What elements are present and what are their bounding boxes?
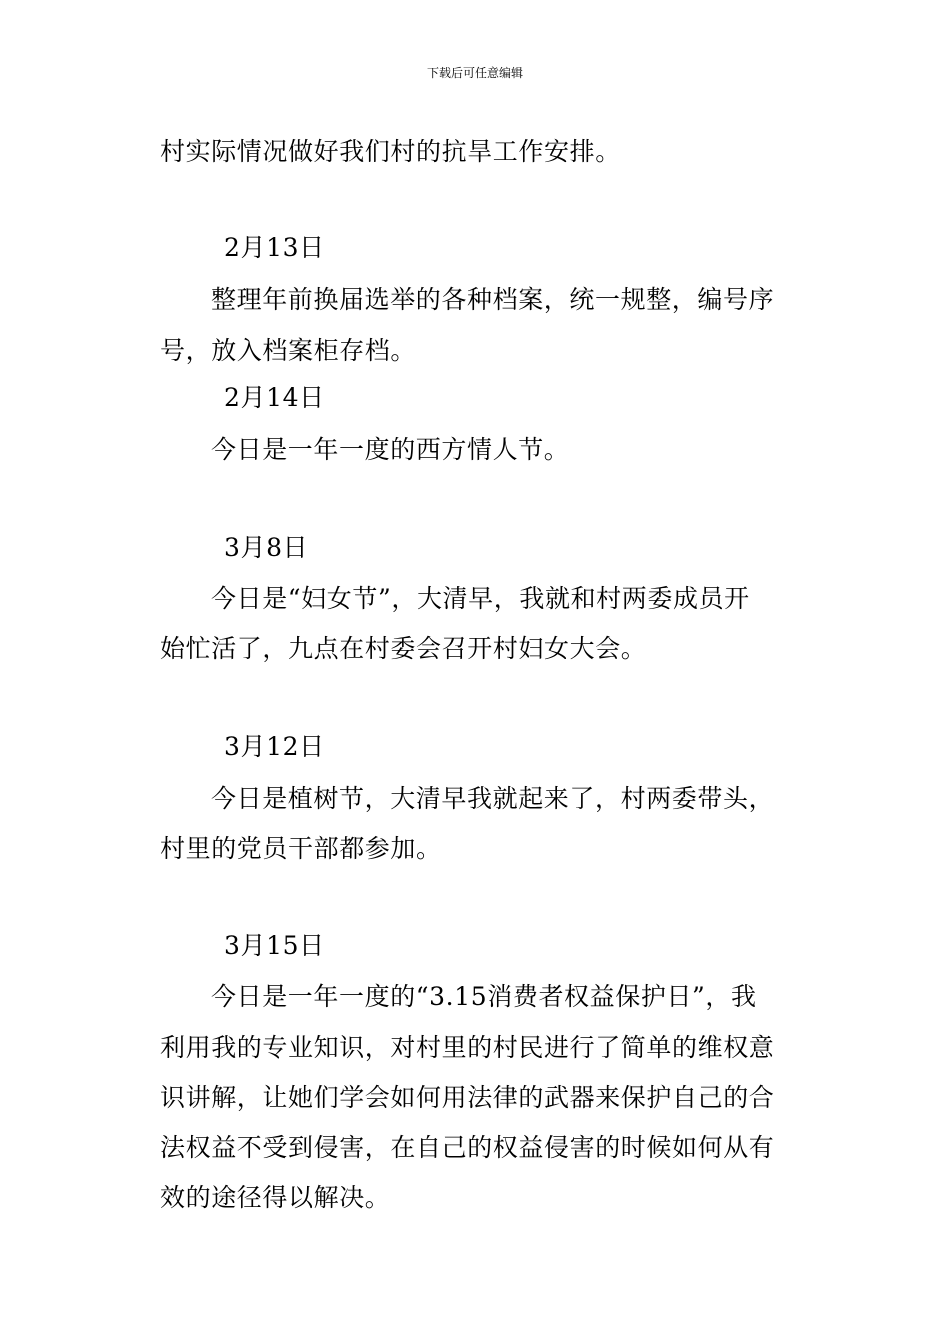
paragraph-line: 村实际情况做好我们村的抗旱工作安排。: [160, 137, 621, 166]
date-heading: 3月8日: [224, 533, 309, 562]
paragraph-line: 今日是一年一度的西方情人节。: [211, 435, 570, 464]
paragraph-line: 今日是植树节，大清早我就起来了，村两委带头，: [211, 784, 775, 813]
date-heading: 3月15日: [224, 931, 325, 960]
paragraph-line: 整理年前换届选举的各种档案，统一规整，编号序: [211, 285, 775, 314]
paragraph-line: 利用我的专业知识，对村里的村民进行了简单的维权意: [160, 1033, 775, 1062]
date-heading: 2月13日: [224, 233, 325, 262]
paragraph-line: 识讲解，让她们学会如何用法律的武器来保护自己的合: [160, 1083, 775, 1112]
page-header: 下载后可任意编辑: [426, 66, 523, 80]
paragraph-line: 今日是“妇女节”，大清早，我就和村两委成员开: [211, 584, 750, 613]
date-heading: 2月14日: [224, 383, 325, 412]
paragraph-line: 始忙活了，九点在村委会召开村妇女大会。: [160, 634, 647, 663]
paragraph-line: 今日是一年一度的“3.15消费者权益保护日”，我: [211, 982, 757, 1011]
paragraph-line: 号，放入档案柜存档。: [160, 336, 417, 365]
paragraph-line: 法权益不受到侵害，在自己的权益侵害的时候如何从有: [160, 1133, 775, 1162]
date-heading: 3月12日: [224, 732, 325, 761]
paragraph-line: 效的途径得以解决。: [160, 1183, 391, 1212]
paragraph-line: 村里的党员干部都参加。: [160, 834, 442, 863]
